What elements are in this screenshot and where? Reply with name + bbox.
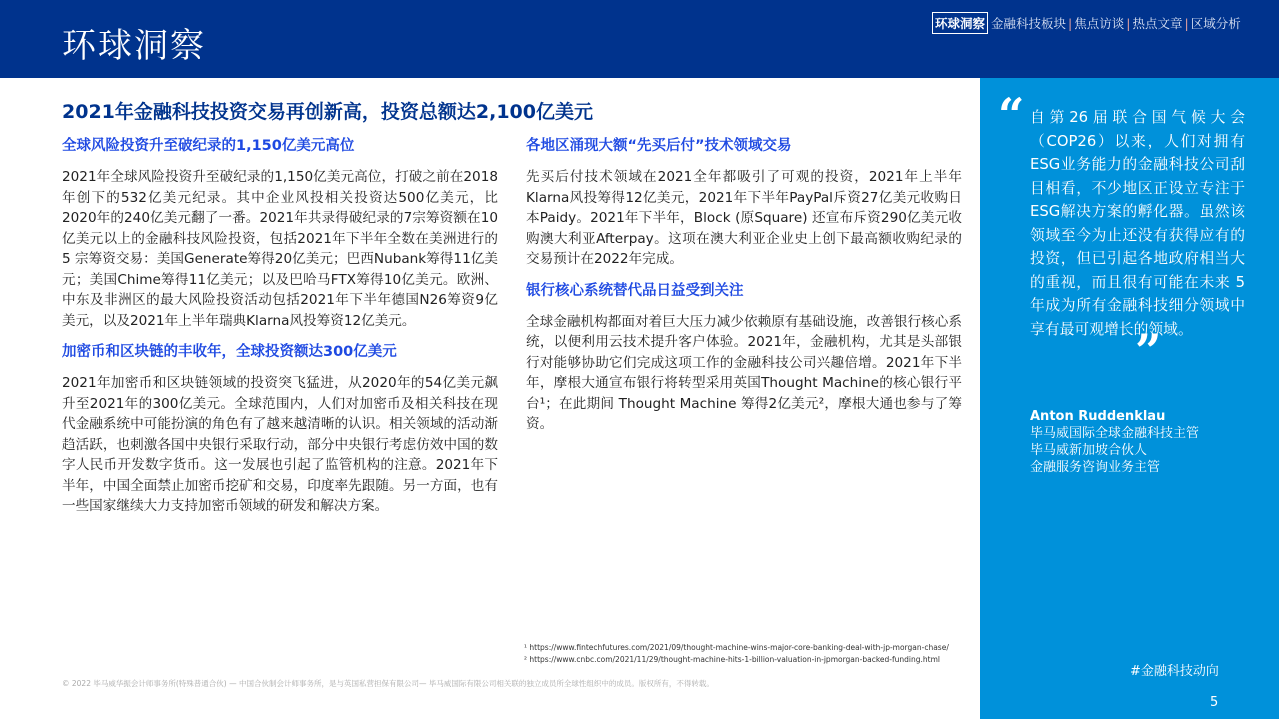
nav-separator: | [1068, 15, 1073, 31]
header-bar [0, 0, 1279, 78]
author-role: 金融服务咨询业务主管 [1030, 460, 1161, 475]
section-body: 全球金融机构都面对着巨大压力减少依赖原有基础设施，改善银行核心系统，以便利用云技术提升客户体验。2021年，金融机构，尤其是头部银行对能够协助它们完成这项工作的金融科技公司兴趣倍增。2021年下半年，摩根大通宣布银行将转型采用英国Thought Machine的核心银行平台¹；在此期间 Thought Machine 筹得2亿美元²，摩根大通也参与了筹资。 [526, 313, 962, 432]
author-role: 毕马威国际全球金融科技主管 [1030, 426, 1200, 441]
page-number: 5 [1210, 695, 1219, 710]
page-title: 环球洞察 [62, 26, 206, 66]
nav-item-interviews[interactable]: 焦点访谈 [1074, 16, 1125, 31]
copyright-footer: © 2022 毕马威华振会计师事务所(特殊普通合伙) — 中国合伙制会计师事务所，是与英国私营担保有限公司— 毕马威国际有限公司相关联的独立成员所全球性组织中的成员。版权所有，不得转载。 [62, 679, 714, 688]
nav-item-fintech[interactable]: 金融科技板块 [991, 16, 1067, 31]
left-column [62, 135, 498, 527]
section-body: 2021年全球风险投资升至破纪录的1,150亿美元高位，打破之前在2018年创下的532亿美元纪录。其中企业风投相关投资达500亿美元，比2020年的240亿美元翻了一番。2021年共录得破纪录的7宗筹资额在10亿美元以上的金融科技风险投资，包括2021年下半年全数在美洲进行的 5 宗筹资交易：美国Generate筹得20亿美元；巴西Nubank筹得11亿美元；美国Chime筹得11亿美元；以及巴哈马FTX筹得10亿美元。欧洲、中东及非洲区的最大风险投资活动包括2021年下半年德国N26筹资9亿美元，以及2021年上半年瑞典Klarna风投筹资12亿美元。 [62, 169, 498, 329]
footnotes [524, 642, 949, 666]
headline: 2021年金融科技投资交易再创新高，投资总额达2,100亿美元 [62, 101, 593, 123]
quote-text: 自第26届联合国气候大会（COP26）以来，人们对拥有ESG业务能力的金融科技公司刮目相看，不少地区正设立专注于ESG解决方案的孵化器。虽然该领域至今为止还没有获得应有的投资，但已引起各地政府相当大的重视，而且很有可能在未来 5 年成为所有金融科技细分领域中享有最可观增长的领域。 [1030, 109, 1245, 338]
section-body: 2021年加密币和区块链领域的投资突飞猛进，从2020年的54亿美元飙升至2021年的300亿美元。全球范围内，人们对加密币及相关科技在现代金融系统中可能扮演的角色有了越来越清晰的认识。相关领域的活动渐趋活跃，也刺激各国中央银行采取行动，部分中央银行考虑仿效中国的数字人民币开发数字货币。这一发展也引起了监管机构的注意。2021年下半年，中国全面禁止加密币挖矿和交易，印度率先跟随。另一方面，也有一些国家继续大力支持加密币领域的研发和解决方案。 [62, 375, 498, 514]
close-quote-icon: ” [1135, 324, 1162, 378]
footnote-1[interactable]: ¹ https://www.fintechfutures.com/2021/09/thought-machine-wins-major-core-banking-deal-with-jp-morgan-chase/ [524, 643, 949, 652]
nav-separator: | [1126, 15, 1131, 31]
author-role: 毕马威新加坡合伙人 [1030, 443, 1148, 458]
section-heading: 加密币和区块链的丰收年，全球投资额达300亿美元 [62, 344, 397, 360]
hashtag: #金融科技动向 [1130, 664, 1219, 679]
section-heading: 全球风险投资升至破纪录的1,150亿美元高位 [62, 138, 355, 154]
nav-item-global-insight[interactable]: 环球洞察 [932, 12, 988, 34]
nav-item-regional[interactable]: 区域分析 [1190, 16, 1241, 31]
nav-separator: | [1184, 15, 1189, 31]
quote-author [1030, 408, 1199, 476]
top-nav [932, 12, 1241, 34]
section-heading: 各地区涌现大额“先买后付”技术领域交易 [526, 138, 792, 154]
section-body: 先买后付技术领域在2021全年都吸引了可观的投资，2021年上半年Klarna风投筹得12亿美元，2021年下半年PayPal斥资27亿美元收购日本Paidy。2021年下半年，Block (原Square) 还宣布斥资290亿美元收购澳大利亚Afterpay。这项在澳大利亚企业史上创下最高额收购纪录的交易预计在2022年完成。 [526, 169, 962, 267]
section-heading: 银行核心系统替代品日益受到关注 [526, 282, 744, 299]
nav-item-articles[interactable]: 热点文章 [1132, 16, 1183, 31]
quote-panel [980, 78, 1279, 719]
author-name: Anton Ruddenklau [1030, 409, 1166, 424]
footnote-2[interactable]: ² https://www.cnbc.com/2021/11/29/thought-machine-hits-1-billion-valuation-in-jpmorgan-backed-funding.html [524, 655, 940, 664]
right-column [526, 135, 962, 445]
open-quote-icon: “ [998, 88, 1025, 142]
